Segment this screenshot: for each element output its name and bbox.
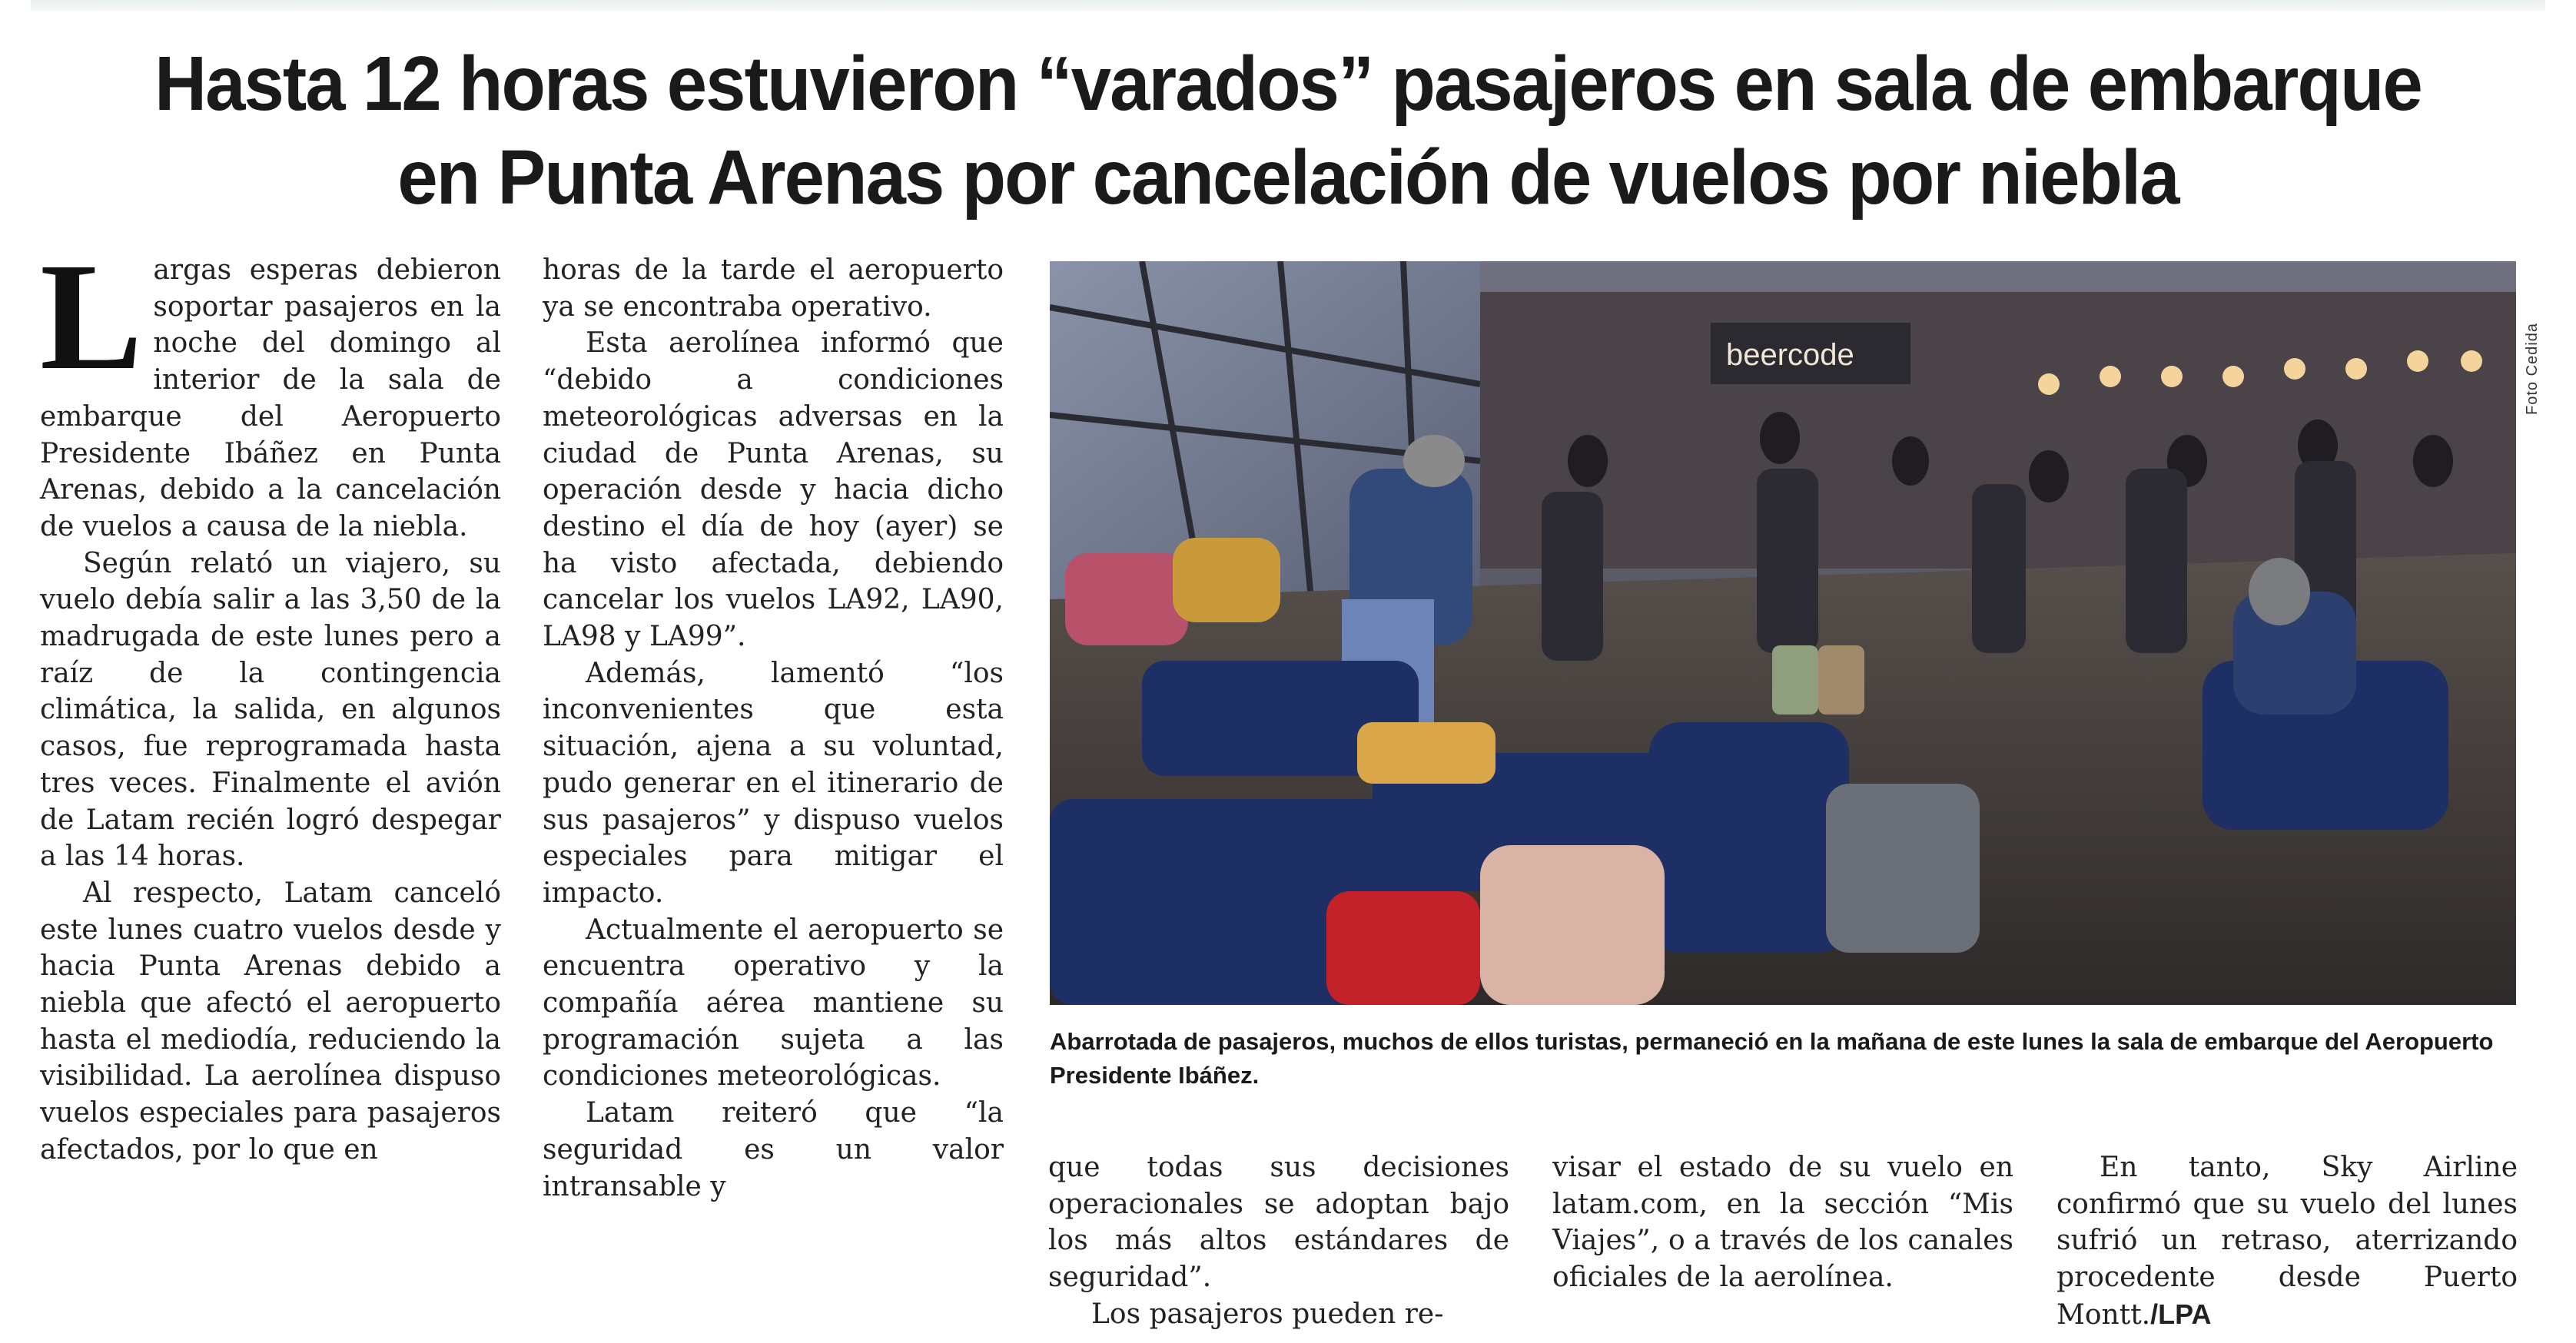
paragraph <box>2056 1149 2518 1334</box>
beercode-sign: beercode <box>1726 338 1854 372</box>
article-column-3 <box>1048 1149 1509 1333</box>
headline: Hasta 12 horas estuvieron “varados” pasajeros en sala de embarque en Punta Arenas por cancelación de vuelos por niebla <box>154 41 2422 221</box>
paragraph: Según relató un viajero, su vuelo debía salir a las 3,50 de la madrugada de este lunes pero a raíz de la contingencia climática, la salida, en algunos casos, fue reprogramada hasta tres veces. Finalmente el avión de Latam recién logró despegar a las 14 horas. <box>40 547 501 873</box>
paragraph: Además, lamentó “los inconvenientes que esta situación, ajena a su voluntad, pudo generar en el itinerario de sus pasajeros” y dispuso vuelos especiales para mitigar el impacto. <box>543 657 1004 909</box>
paragraph: Latam reiteró que “la seguridad es un valor intransable y <box>543 1097 1004 1202</box>
paragraph: Al respecto, Latam canceló este lunes cuatro vuelos desde y hacia Punta Arenas debido a niebla que afectó el aeropuerto hasta el mediodía, reduciendo la visibilidad. La aerolínea dispuso vuelos especiales para pasajeros afectados, por lo que en <box>40 877 501 1166</box>
drop-cap: L <box>40 232 143 402</box>
photo-caption: Abarrotada de pasajeros, muchos de ellos turistas, permaneció en la mañana de este lunes la sala de embarque del Aeropuerto Presidente Ibáñez. <box>1050 1028 2494 1089</box>
article-column-4 <box>1552 1149 2013 1296</box>
paragraph: horas de la tarde el aeropuerto ya se encontraba operativo. <box>543 254 1004 323</box>
paragraph: Los pasajeros pueden re- <box>1091 1298 1444 1330</box>
top-rule <box>31 0 2545 11</box>
airport-lounge-illustration <box>1050 261 2516 1005</box>
article-column-1 <box>40 232 501 1169</box>
paragraph: visar el estado de su vuelo en latam.com, en la sección “Mis Viajes”, o a través de los canales oficiales de la aerolínea. <box>1552 1152 2013 1294</box>
paragraph: Esta aerolínea informó que “debido a condiciones meteorológicas adversas en la ciudad de Punta Arenas, su operación desde y hacia dicho destino el día de hoy (ayer) se ha visto afectada, debiendo cancelar los vuelos LA92, LA90, LA98 y LA99”. <box>543 327 1004 653</box>
paragraph: que todas sus decisiones operacionales se adoptan bajo los más altos estándares de seguridad”. <box>1048 1152 1509 1294</box>
byline-signature: /LPA <box>2150 1298 2212 1330</box>
paragraph <box>40 232 501 545</box>
news-photo <box>1050 261 2516 1005</box>
article-column-2 <box>543 252 1004 1205</box>
paragraph: Actualmente el aeropuerto se encuentra operativo y la compañía aérea mantiene su programación sujeta a las condiciones meteorológicas. <box>543 914 1004 1093</box>
article-column-5 <box>2056 1149 2518 1334</box>
paragraph-text: En tanto, Sky Airline confirmó que su vuelo del lunes sufrió un retraso, aterrizando procedente desde Puerto Montt. <box>2056 1152 2518 1331</box>
lead-text: argas esperas debieron soportar pasajeros en la noche del domingo al interior de la sala de embarque del Aeropuerto Presidente Ibáñez en Punta Arenas, debido a la cancelación de vuelos a causa de la niebla. <box>40 254 501 542</box>
photo-credit: Foto Cedida <box>2524 323 2541 415</box>
